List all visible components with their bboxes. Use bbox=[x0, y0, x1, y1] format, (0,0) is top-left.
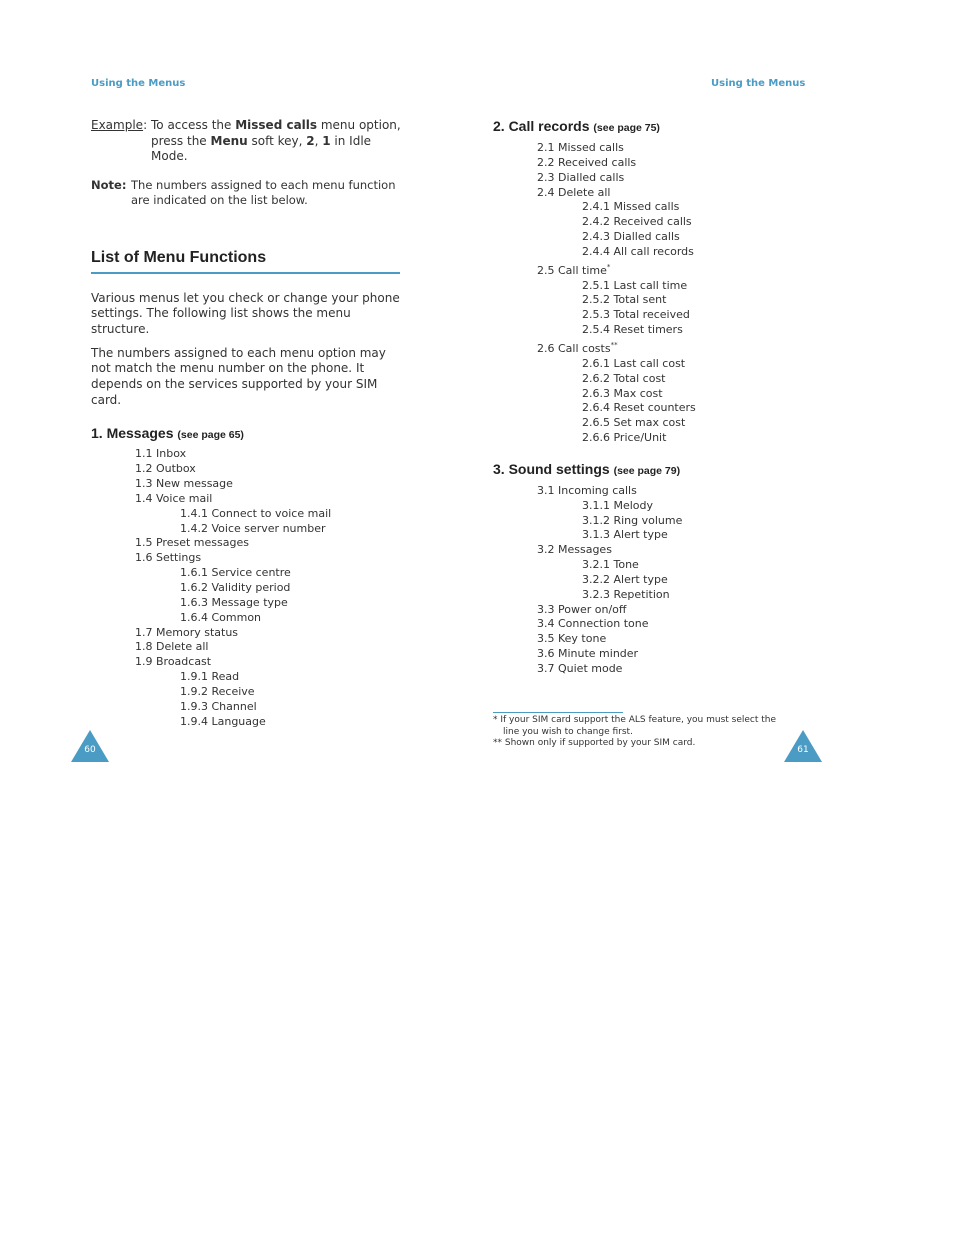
submenu-item: 2.6.2 Total cost bbox=[582, 371, 666, 385]
example-text-4: , bbox=[314, 133, 323, 148]
page-number-badge-right bbox=[784, 730, 822, 762]
submenu-item: 1.9.3 Channel bbox=[180, 699, 257, 713]
menu-page-ref: (see page 75) bbox=[593, 122, 660, 134]
submenu-item: 3.2.2 Alert type bbox=[582, 572, 668, 586]
menu-messages bbox=[91, 425, 403, 729]
submenu-item: 1.4.2 Voice server number bbox=[180, 521, 326, 535]
footnote-marker: * bbox=[606, 262, 611, 271]
left-page-column bbox=[91, 118, 403, 729]
menu-item: 1.4 Voice mail bbox=[135, 491, 213, 505]
example-bold-missed-calls: Missed calls bbox=[235, 118, 318, 132]
right-page-column bbox=[493, 118, 803, 677]
submenu-item: 2.5.3 Total received bbox=[582, 308, 690, 322]
footnote-1: * If your SIM card support the ALS feature, you must select the bbox=[493, 715, 777, 725]
running-header-right: Using the Menus bbox=[711, 78, 806, 89]
example-block bbox=[91, 118, 403, 165]
example-text-3: soft key, bbox=[247, 133, 307, 148]
submenu-item: 3.2.3 Repetition bbox=[582, 587, 670, 601]
intro-paragraph: Various menus let you check or change your phone settings. The following list shows the menu structure. bbox=[91, 290, 400, 336]
menu-items bbox=[493, 484, 803, 677]
menu-items bbox=[493, 141, 803, 446]
note-label: Note: bbox=[91, 177, 127, 192]
page-number-right: 61 bbox=[797, 745, 809, 755]
menu-title bbox=[91, 425, 403, 441]
submenu-item: 1.9.2 Receive bbox=[180, 684, 255, 698]
page-number-left: 60 bbox=[84, 745, 96, 755]
menu-items bbox=[91, 447, 403, 729]
menu-item: 2.1 Missed calls bbox=[537, 141, 624, 154]
footnote-marker: ** bbox=[610, 340, 618, 349]
footnote-1-cont: line you wish to change first. bbox=[503, 726, 633, 737]
example-text-2: menu option, press the bbox=[151, 118, 401, 148]
page-number-badge-left bbox=[71, 730, 109, 762]
menu-title-text: 2. Call records bbox=[493, 118, 594, 134]
submenu-item: 2.4.3 Dialled calls bbox=[582, 230, 680, 244]
menu-title bbox=[493, 118, 803, 134]
example-bold-menu: Menu bbox=[210, 133, 248, 148]
example-bold-1: 1 bbox=[322, 133, 331, 148]
submenu-item: 1.9.1 Read bbox=[180, 670, 240, 684]
menu-item-label: 2.5 Call time bbox=[537, 263, 607, 277]
submenu-item: 2.6.6 Price/Unit bbox=[582, 431, 667, 445]
menu-item: 3.6 Minute minder bbox=[537, 647, 639, 661]
note-text: The numbers assigned to each menu function are indicated on the list below. bbox=[131, 177, 396, 207]
menu-item: 3.5 Key tone bbox=[537, 632, 607, 646]
menu-item: 3.4 Connection tone bbox=[537, 617, 649, 631]
menu-sound-settings bbox=[493, 461, 803, 677]
submenu-item: 1.6.4 Common bbox=[180, 610, 262, 624]
footnote-divider bbox=[493, 712, 623, 713]
menu-item: 1.7 Memory status bbox=[135, 625, 239, 639]
example-colon: : bbox=[143, 118, 148, 132]
submenu-item: 3.2.1 Tone bbox=[582, 558, 639, 572]
submenu-item: 2.5.4 Reset timers bbox=[582, 323, 683, 337]
submenu-item: 2.4.4 All call records bbox=[582, 244, 694, 258]
menu-item-label: 2.6 Call costs bbox=[537, 341, 611, 355]
submenu-item: 1.6.2 Validity period bbox=[180, 581, 291, 595]
menu-item: 2.3 Dialled calls bbox=[537, 170, 625, 184]
submenu-item: 2.6.1 Last call cost bbox=[582, 356, 686, 370]
footnote-2: ** Shown only if supported by your SIM card. bbox=[493, 738, 696, 748]
submenu-item: 2.5.1 Last call time bbox=[582, 278, 688, 292]
footnotes bbox=[493, 715, 793, 750]
menu-item: 1.1 Inbox bbox=[135, 447, 187, 461]
menu-item: 3.2 Messages bbox=[537, 543, 612, 557]
section-title: List of Menu Functions bbox=[91, 249, 400, 274]
submenu-item: 1.6.3 Message type bbox=[180, 595, 288, 609]
submenu-item: 2.4.1 Missed calls bbox=[582, 200, 680, 214]
example-bold-2: 2 bbox=[306, 133, 315, 148]
submenu-item: 1.9.4 Language bbox=[180, 714, 266, 728]
menu-item: 2.2 Received calls bbox=[537, 155, 637, 169]
menu-item: 3.3 Power on/off bbox=[537, 602, 627, 616]
submenu-item: 2.4.2 Received calls bbox=[582, 215, 692, 229]
submenu-item: 2.6.3 Max cost bbox=[582, 386, 663, 400]
menu-call-records bbox=[493, 118, 803, 446]
submenu-item: 1.4.1 Connect to voice mail bbox=[180, 506, 332, 520]
menu-title-text: 1. Messages bbox=[91, 425, 178, 442]
menu-item: 2.4 Delete all bbox=[537, 185, 611, 199]
example-text-1: To access the bbox=[151, 118, 236, 132]
submenu-item: 1.6.1 Service centre bbox=[180, 566, 291, 580]
note-block bbox=[91, 178, 403, 209]
menu-page-ref: (see page 65) bbox=[177, 429, 244, 442]
menu-item: 1.6 Settings bbox=[135, 551, 202, 565]
menu-item-call-time bbox=[493, 260, 803, 279]
numbering-paragraph: The numbers assigned to each menu option may not match the menu number on the phone. It depends on the services supported by your SIM card. bbox=[91, 345, 386, 407]
menu-item: 1.9 Broadcast bbox=[135, 655, 212, 669]
menu-item: 3.7 Quiet mode bbox=[537, 662, 623, 675]
example-label: Example bbox=[91, 118, 144, 132]
menu-item: 1.2 Outbox bbox=[135, 462, 196, 476]
running-header-left: Using the Menus bbox=[91, 78, 186, 89]
menu-item: 3.1 Incoming calls bbox=[537, 483, 637, 497]
submenu-item: 2.5.2 Total sent bbox=[582, 293, 667, 307]
menu-item: 1.8 Delete all bbox=[135, 640, 209, 654]
submenu-item: 3.1.1 Melody bbox=[582, 498, 654, 512]
submenu-item: 2.6.5 Set max cost bbox=[582, 416, 686, 430]
menu-title bbox=[493, 461, 803, 477]
menu-title-text: 3. Sound settings bbox=[493, 460, 614, 477]
menu-item: 1.3 New message bbox=[135, 477, 233, 491]
submenu-item: 3.1.2 Ring volume bbox=[582, 513, 683, 527]
submenu-item: 2.6.4 Reset counters bbox=[582, 401, 696, 415]
menu-item-call-costs bbox=[493, 338, 803, 357]
submenu-item: 3.1.3 Alert type bbox=[582, 528, 668, 542]
menu-page-ref: (see page 79) bbox=[613, 464, 681, 477]
menu-item: 1.5 Preset messages bbox=[135, 536, 249, 550]
example-text-5: in Idle Mode. bbox=[151, 133, 372, 163]
